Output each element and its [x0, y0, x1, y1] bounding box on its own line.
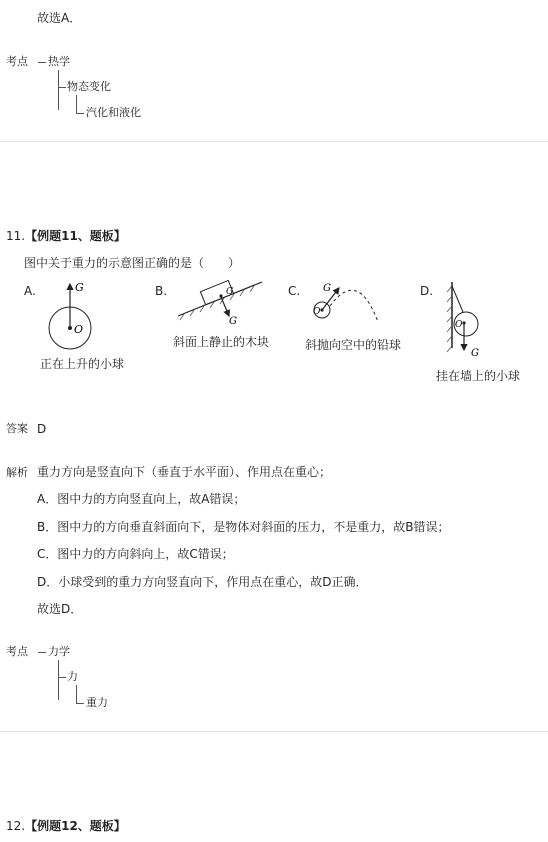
tree-leaf-topic: 汽化和液化 — [86, 106, 141, 119]
answer-value: D — [37, 422, 47, 436]
question-number: 11. — [6, 229, 26, 243]
force-label-c: G — [323, 283, 331, 294]
tree-root-topic: 力学 — [48, 645, 70, 658]
tree-trunk-line — [76, 685, 77, 704]
option-d-caption: 挂在墙上的小球 — [436, 369, 521, 383]
force-arrow-b — [221, 297, 229, 316]
figure-c-thrown-shot — [313, 283, 378, 322]
figure-d-hanging-ball — [447, 282, 479, 359]
analysis-line: C．图中力的方向斜向上，故C错误； — [37, 547, 234, 561]
tree-trunk-line — [58, 660, 59, 700]
question-tag: 【例题11、题板】 — [25, 229, 126, 243]
block-label-b: G — [226, 287, 234, 297]
option-d-letter: D. — [420, 284, 434, 298]
center-label-a: O — [74, 323, 84, 336]
tree-trunk-line — [76, 95, 77, 114]
next-question-header — [6, 819, 126, 833]
center-label-c: O — [313, 307, 321, 317]
tree-branch-line — [38, 652, 46, 653]
option-a-caption: 正在上升的小球 — [40, 357, 125, 371]
option-a-letter: A. — [24, 284, 36, 298]
section-divider — [0, 141, 548, 142]
analysis-line: 故选D． — [37, 602, 83, 616]
tree-branch-line — [76, 703, 84, 704]
hanging-string — [452, 286, 463, 312]
option-c-caption: 斜抛向空中的铅球 — [305, 338, 402, 352]
center-label-d: O — [455, 320, 463, 330]
option-c-letter: C. — [288, 284, 301, 298]
tree-root-topic: 热学 — [48, 55, 70, 68]
question-number: 12. — [6, 819, 26, 833]
trajectory-path — [330, 290, 378, 322]
tree-child-topic: 物态变化 — [67, 80, 111, 93]
section-divider — [0, 731, 548, 732]
force-label-d: G — [471, 348, 479, 359]
tree-branch-line — [58, 87, 66, 88]
kaodian-label: 考点 — [6, 55, 28, 68]
analysis-line: D．小球受到的重力方向竖直向下，作用点在重心，故D正确． — [37, 575, 368, 589]
tree-branch-line — [58, 677, 66, 678]
question-stem: 图中关于重力的示意图正确的是（ ） — [24, 256, 241, 270]
option-b-caption: 斜面上静止的木块 — [173, 335, 270, 349]
conclusion-text: 故选A． — [37, 11, 82, 25]
tree-branch-line — [76, 113, 84, 114]
figure-a-rising-ball — [49, 281, 91, 349]
tree-child-topic: 力 — [67, 670, 78, 683]
answer-label: 答案 — [6, 422, 28, 435]
analysis-line: 重力方向是竖直向下（垂直于水平面）、作用点在重心； — [37, 465, 332, 479]
kaodian-label: 考点 — [6, 645, 28, 658]
question-tag: 【例题12、题板】 — [25, 819, 126, 833]
analysis-line: B．图中力的方向垂直斜面向下，是物体对斜面的压力，不是重力，故B错误； — [37, 520, 450, 534]
tree-branch-line — [38, 62, 46, 63]
figure-b-block-on-incline — [178, 280, 262, 327]
option-b-letter: B. — [155, 284, 168, 298]
analysis-line: A．图中力的方向竖直向上，故A错误； — [37, 492, 246, 506]
force-label-b: G — [229, 316, 237, 327]
force-label-a: G — [75, 281, 84, 294]
tree-leaf-topic: 重力 — [86, 696, 108, 709]
tree-trunk-line — [58, 70, 59, 110]
analysis-label: 解析 — [6, 466, 28, 479]
question-header — [6, 229, 126, 243]
